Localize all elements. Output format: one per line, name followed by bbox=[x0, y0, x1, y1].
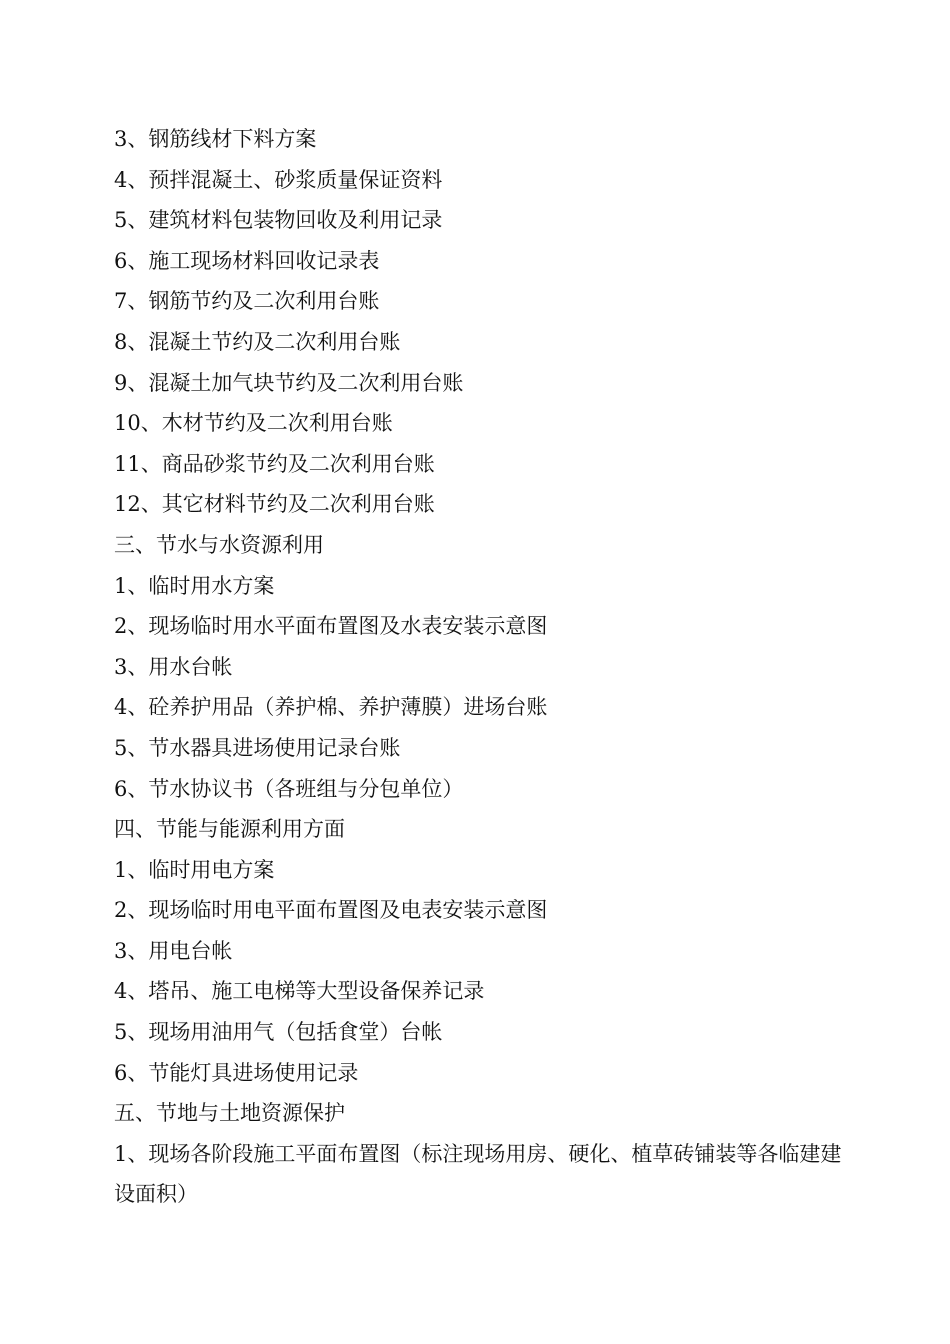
list-item: 1、现场各阶段施工平面布置图（标注现场用房、硬化、植草砖铺装等各临建建设面积） bbox=[114, 1141, 842, 1207]
list-item: 5、建筑材料包装物回收及利用记录 bbox=[114, 208, 443, 233]
list-item: 6、节能灯具进场使用记录 bbox=[114, 1060, 359, 1085]
list-item: 6、节水协议书（各班组与分包单位） bbox=[114, 776, 464, 801]
list-item: 7、钢筋节约及二次利用台账 bbox=[114, 289, 380, 314]
list-item: 6、施工现场材料回收记录表 bbox=[114, 248, 380, 273]
list-item: 8、混凝土节约及二次利用台账 bbox=[114, 329, 401, 354]
list-item: 5、现场用油用气（包括食堂）台帐 bbox=[114, 1020, 443, 1045]
list-item: 4、塔吊、施工电梯等大型设备保养记录 bbox=[114, 979, 485, 1004]
list-item: 3、用电台帐 bbox=[114, 938, 233, 963]
list-item: 12、其它材料节约及二次利用台账 bbox=[114, 492, 435, 517]
list-item: 4、砼养护用品（养护棉、养护薄膜）进场台账 bbox=[114, 695, 548, 720]
list-item: 1、临时用水方案 bbox=[114, 573, 275, 598]
list-item: 5、节水器具进场使用记录台账 bbox=[114, 735, 401, 760]
list-item: 2、现场临时用电平面布置图及电表安装示意图 bbox=[114, 898, 548, 923]
section-heading: 五、节地与土地资源保护 bbox=[114, 1101, 345, 1126]
section-heading: 四、节能与能源利用方面 bbox=[114, 817, 345, 842]
list-item: 3、钢筋线材下料方案 bbox=[114, 127, 317, 151]
list-item: 10、木材节约及二次利用台账 bbox=[114, 411, 393, 436]
list-item: 9、混凝土加气块节约及二次利用台账 bbox=[114, 370, 464, 395]
section-heading: 三、节水与水资源利用 bbox=[114, 532, 324, 557]
list-item: 2、现场临时用水平面布置图及水表安装示意图 bbox=[114, 614, 548, 639]
list-item: 3、用水台帐 bbox=[114, 654, 233, 679]
list-item: 11、商品砂浆节约及二次利用台账 bbox=[114, 451, 435, 476]
document-body bbox=[114, 119, 844, 1215]
list-item: 4、预拌混凝土、砂浆质量保证资料 bbox=[114, 167, 443, 192]
list-item: 1、临时用电方案 bbox=[114, 857, 275, 882]
